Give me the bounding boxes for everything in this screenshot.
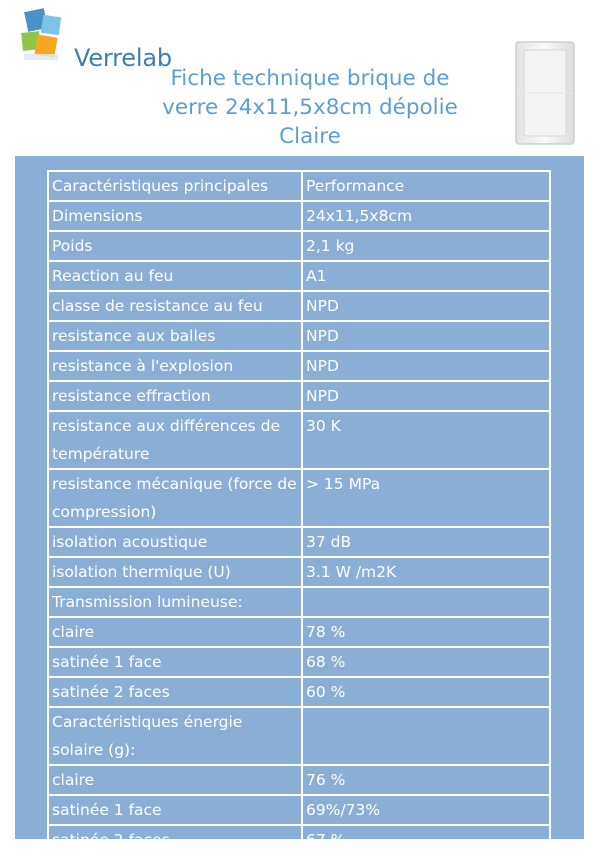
row-label: resistance effraction bbox=[48, 381, 302, 411]
table-row bbox=[48, 587, 550, 617]
row-label: Reaction au feu bbox=[48, 261, 302, 291]
row-value: 68 % bbox=[302, 647, 550, 677]
table-row bbox=[48, 557, 550, 587]
row-label: satinée 1 face bbox=[48, 647, 302, 677]
row-label: isolation acoustique bbox=[48, 527, 302, 557]
row-label: resistance aux différences de température bbox=[48, 411, 302, 469]
table-row bbox=[48, 261, 550, 291]
row-value: 24x11,5x8cm bbox=[302, 201, 550, 231]
table-row bbox=[48, 677, 550, 707]
row-label: Caractéristiques principales bbox=[48, 171, 302, 201]
row-value: 30 K bbox=[302, 411, 550, 469]
page-title bbox=[120, 64, 500, 151]
table-row bbox=[48, 647, 550, 677]
title-line-3: Claire bbox=[279, 124, 341, 149]
logo-squares-icon bbox=[20, 8, 80, 70]
table-row bbox=[48, 617, 550, 647]
table-row bbox=[48, 707, 550, 765]
table-row bbox=[48, 351, 550, 381]
row-value: NPD bbox=[302, 381, 550, 411]
table-row bbox=[48, 171, 550, 201]
row-label: Transmission lumineuse: bbox=[48, 587, 302, 617]
row-value bbox=[302, 707, 550, 765]
glass-brick-image bbox=[512, 38, 578, 148]
row-value: 67 % bbox=[302, 825, 550, 855]
row-label: Poids bbox=[48, 231, 302, 261]
row-value bbox=[302, 587, 550, 617]
row-label: satinée 1 face bbox=[48, 795, 302, 825]
row-value: 3.1 W /m2K bbox=[302, 557, 550, 587]
table-row bbox=[48, 469, 550, 527]
table-row bbox=[48, 291, 550, 321]
table-row bbox=[48, 321, 550, 351]
row-value: A1 bbox=[302, 261, 550, 291]
row-label: resistance à l'explosion bbox=[48, 351, 302, 381]
logo-text: Verrelab bbox=[74, 44, 172, 72]
table-row bbox=[48, 795, 550, 825]
row-label: resistance mécanique (force de compression) bbox=[48, 469, 302, 527]
title-line-1: Fiche technique brique de bbox=[170, 66, 450, 91]
row-value: 69%/73% bbox=[302, 795, 550, 825]
row-value: NPD bbox=[302, 351, 550, 381]
table-row bbox=[48, 381, 550, 411]
row-value: > 15 MPa bbox=[302, 469, 550, 527]
table-row bbox=[48, 201, 550, 231]
table-row bbox=[48, 411, 550, 469]
spec-panel bbox=[15, 156, 584, 849]
row-value: 78 % bbox=[302, 617, 550, 647]
row-label: satinée 2 faces bbox=[48, 825, 302, 855]
row-label: resistance aux balles bbox=[48, 321, 302, 351]
row-value: 37 dB bbox=[302, 527, 550, 557]
row-label: classe de resistance au feu bbox=[48, 291, 302, 321]
table-row bbox=[48, 765, 550, 795]
table-row bbox=[48, 825, 550, 855]
table-row bbox=[48, 231, 550, 261]
row-value: NPD bbox=[302, 291, 550, 321]
row-label: Caractéristiques énergie solaire (g): bbox=[48, 707, 302, 765]
spec-table bbox=[47, 170, 551, 856]
row-value: 76 % bbox=[302, 765, 550, 795]
row-value: 2,1 kg bbox=[302, 231, 550, 261]
row-label: Dimensions bbox=[48, 201, 302, 231]
table-row bbox=[48, 527, 550, 557]
row-value: NPD bbox=[302, 321, 550, 351]
row-label: satinée 2 faces bbox=[48, 677, 302, 707]
row-value: Performance bbox=[302, 171, 550, 201]
row-value: 60 % bbox=[302, 677, 550, 707]
title-line-2: verre 24x11,5x8cm dépolie bbox=[162, 95, 458, 120]
row-label: claire bbox=[48, 765, 302, 795]
row-label: isolation thermique (U) bbox=[48, 557, 302, 587]
row-label: claire bbox=[48, 617, 302, 647]
